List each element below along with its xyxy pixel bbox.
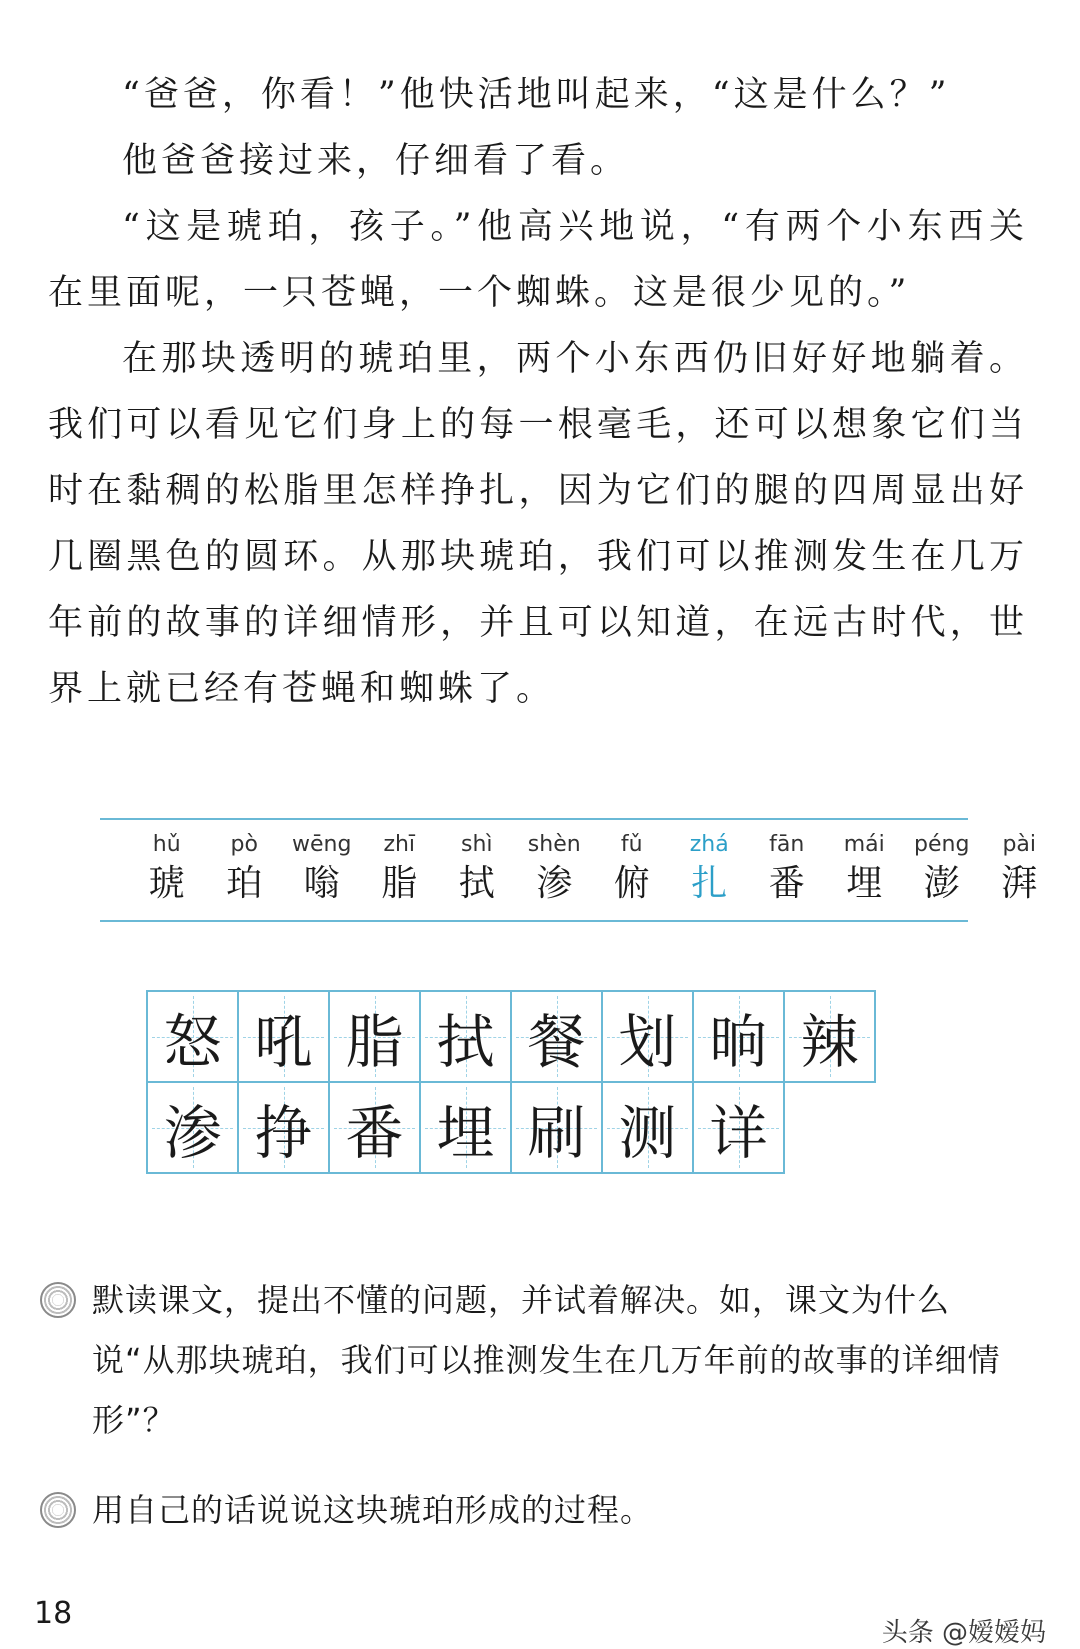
- question-item: [40, 1480, 1030, 1540]
- grid-cell: [783, 990, 876, 1083]
- grid-character: 刷: [527, 1098, 586, 1167]
- vocab-pinyin: shì: [460, 832, 493, 857]
- story-paragraph: 他爸爸接过来，仔细看了看。: [122, 141, 630, 181]
- grid-character: 辣: [800, 1007, 859, 1076]
- grid-character: 渗: [163, 1098, 222, 1167]
- vocab-hanzi: 番: [768, 863, 805, 904]
- vocab-word: [361, 830, 439, 908]
- grid-character: 怒: [163, 1007, 222, 1076]
- vocab-pinyin: shèn: [527, 832, 581, 857]
- watermark: 头条 @嫒嫒妈: [881, 1618, 1046, 1648]
- vocab-pinyin: fǔ: [620, 832, 643, 857]
- vocab-word: [516, 830, 594, 908]
- grid-cell: [237, 1081, 330, 1174]
- vocabulary-strip: [100, 818, 1038, 926]
- grid-cell: [510, 990, 603, 1083]
- grid-cell: [692, 1081, 785, 1174]
- vocab-pinyin: zhá: [689, 832, 729, 857]
- vocab-word: [748, 830, 826, 908]
- grid-cell: [692, 990, 785, 1083]
- story-paragraph: “这是琥珀，孩子。”他高兴地说，“有两个小东西关在里面呢，一只苍蝇，一个蜘蛛。这是很少见的。”: [48, 207, 1028, 313]
- grid-character: 晌: [709, 1007, 768, 1076]
- vocab-hanzi: 珀: [226, 863, 263, 904]
- grid-character: 测: [618, 1098, 677, 1167]
- vocab-hanzi: 渗: [536, 863, 573, 904]
- vocab-hanzi: 嗡: [303, 863, 340, 904]
- vocab-word-list: [128, 830, 1058, 908]
- grid-cell: [601, 990, 694, 1083]
- vocab-pinyin: zhī: [383, 832, 416, 857]
- story-text: [48, 62, 1028, 722]
- story-paragraph: “爸爸，你看！”他快活地叫起来，“这是什么？”: [122, 75, 951, 115]
- vocab-hanzi: 扎: [691, 863, 728, 904]
- grid-cell: [237, 990, 330, 1083]
- vocab-word: [206, 830, 284, 908]
- grid-cell: [601, 1081, 694, 1174]
- grid-cell: [328, 1081, 421, 1174]
- vocab-word: [981, 830, 1059, 908]
- grid-cell: [146, 1081, 239, 1174]
- grid-character: 脂: [345, 1007, 404, 1076]
- vocab-pinyin: wēng: [292, 832, 352, 857]
- vocab-word: [593, 830, 671, 908]
- vocab-top-rule: [100, 818, 968, 820]
- grid-row: [146, 990, 874, 1083]
- vocab-hanzi: 澎: [923, 863, 960, 904]
- story-paragraph: 在那块透明的琥珀里，两个小东西仍旧好好地躺着。我们可以看见它们身上的每一根毫毛，还可以想象它们当时在黏稠的松脂里怎样挣扎，因为它们的腿的四周显出好几圈黑色的圆环。从那块琥珀，我们可以推测发生在几万年前的故事的详细情形，并且可以知道，在远古时代，世界上就已经有苍蝇和蜘蛛了。: [48, 339, 1028, 709]
- grid-cell: [328, 990, 421, 1083]
- vocab-word: [283, 830, 361, 908]
- vocab-word: [128, 830, 206, 908]
- vocab-hanzi: 脂: [381, 863, 418, 904]
- grid-character: 拭: [436, 1007, 495, 1076]
- vocab-pinyin: hǔ: [152, 832, 181, 857]
- question-text: 用自己的话说说这块琥珀形成的过程。: [92, 1491, 654, 1529]
- vocab-hanzi: 拭: [458, 863, 495, 904]
- question-item: [40, 1270, 1030, 1450]
- grid-character: 番: [345, 1098, 404, 1167]
- vocab-pinyin: mái: [843, 832, 885, 857]
- exercise-questions: [40, 1270, 1030, 1570]
- vocab-hanzi: 琥: [148, 863, 185, 904]
- spiral-seal-icon: [40, 1492, 76, 1528]
- question-text: 默读课文，提出不懂的问题，并试着解决。如，课文为什么说“从那块琥珀，我们可以推测发生在几万年前的故事的详细情形”？: [92, 1281, 1001, 1439]
- vocab-hanzi: 埋: [846, 863, 883, 904]
- vocab-hanzi: 湃: [1001, 863, 1038, 904]
- grid-character: 详: [709, 1098, 768, 1167]
- vocab-bottom-rule: [100, 920, 968, 922]
- grid-row: [146, 1081, 874, 1174]
- writing-practice-grid: [146, 990, 874, 1174]
- grid-character: 挣: [254, 1098, 313, 1167]
- grid-character: 餐: [527, 1007, 586, 1076]
- grid-cell: [146, 990, 239, 1083]
- grid-cell: [419, 990, 512, 1083]
- page-number: 18: [34, 1596, 73, 1631]
- grid-cell: [419, 1081, 512, 1174]
- vocab-hanzi: 俯: [613, 863, 650, 904]
- grid-cell: [510, 1081, 603, 1174]
- vocab-pinyin: pò: [230, 832, 258, 857]
- vocab-word: [438, 830, 516, 908]
- vocab-word: [903, 830, 981, 908]
- vocab-word: [826, 830, 904, 908]
- grid-character: 吼: [254, 1007, 313, 1076]
- grid-character: 划: [618, 1007, 677, 1076]
- vocab-pinyin: pài: [1002, 832, 1037, 857]
- grid-character: 埋: [436, 1098, 495, 1167]
- vocab-word: [671, 830, 749, 908]
- vocab-pinyin: péng: [914, 832, 970, 857]
- spiral-seal-icon: [40, 1282, 76, 1318]
- vocab-pinyin: fān: [769, 832, 805, 857]
